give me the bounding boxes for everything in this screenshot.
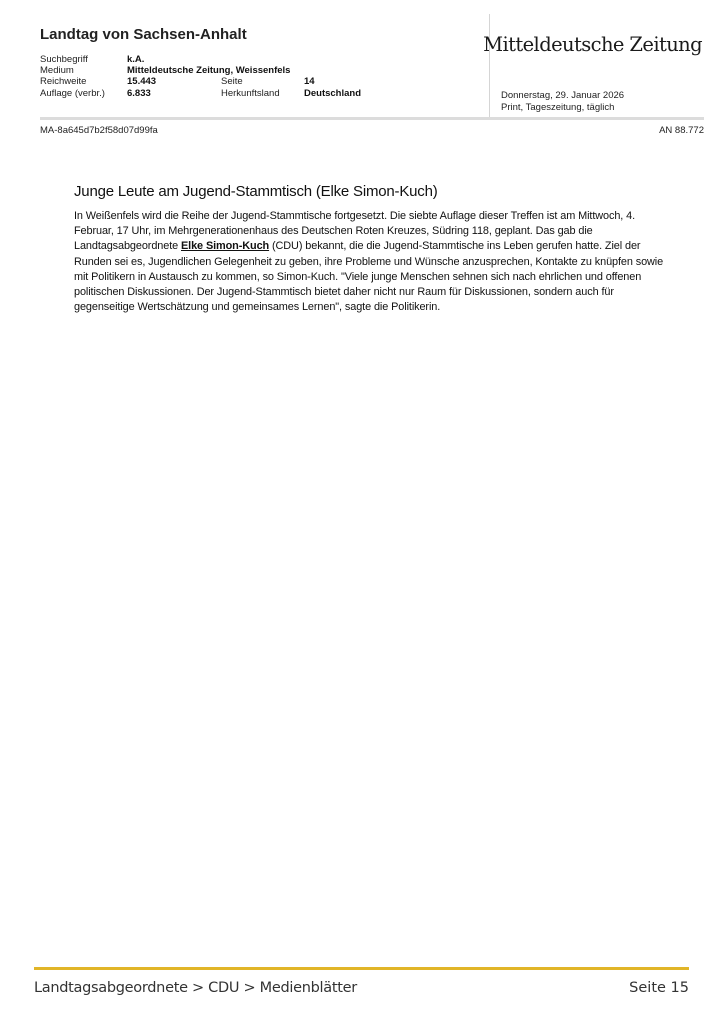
auflage-label: Auflage (verbr.) <box>40 87 105 99</box>
client-title: Landtag von Sachsen-Anhalt <box>40 26 247 43</box>
reichweite-value: 15.443 <box>127 76 157 88</box>
article-text-after: (CDU) bekannt, die die Jugend-Stammtische ins Leben gerufen hatte. Ziel der Runden sei es, Jugendlichen Gelegenheit zu geben, ihre Probleme und Wünsche anzusprechen, Kontakte zu knüpfen sowie mit Politikern in Austausch zu kommen, so Simon-Kuch. "Viele junge Menschen sehnen sich nach ehrlichen und offenen politischen Diskussionen. Der Jugend-Stammtisch bietet daher nicht nur Raum für Diskussionen, sondern auch für gegenseitige Wertschätzung und gemeinsames Lernen", sagte die Politikerin. <box>74 240 664 314</box>
seite-value: 14 <box>304 76 315 88</box>
document-header <box>40 26 704 122</box>
publication-logo: Mitteldeutsche Zeitung <box>483 33 702 56</box>
footer-page-number: Seite 15 <box>629 980 689 996</box>
article-title: Junge Leute am Jugend-Stammtisch (Elke Simon-Kuch) <box>74 183 438 200</box>
medium-label: Medium <box>40 65 74 77</box>
publication-format: Print, Tageszeitung, täglich <box>501 102 615 113</box>
document-id: MA-8a645d7b2f58d07d99fa <box>40 125 158 136</box>
reichweite-label: Reichweite <box>40 76 87 88</box>
herkunftsland-label: Herkunftsland <box>221 87 280 99</box>
document-id-row <box>40 125 704 136</box>
auflage-value: 6.833 <box>127 87 151 99</box>
medium-value: Mitteldeutsche Zeitung, Weissenfels <box>127 65 291 77</box>
suchbegriff-value: k.A. <box>127 54 145 65</box>
header-divider <box>489 14 490 118</box>
article-body <box>74 209 674 315</box>
publication-date: Donnerstag, 29. Januar 2026 <box>501 90 625 101</box>
publication-date-block <box>501 90 624 114</box>
article-text-before: In Weißenfels wird die Reihe der Jugend-Stammtische fortgesetzt. Die siebte Auflage dieser Treffen ist am Mittwoch, 4. Februar, 17 Uhr, im Mehrgenerationenhaus des Deutschen Roten Kreuzes, Südring 118, geplant. Das gab die Landtagsabgeordnete <box>74 210 636 253</box>
suchbegriff-label: Suchbegriff <box>40 54 88 65</box>
herkunftsland-value: Deutschland <box>304 87 362 99</box>
footer-rule <box>34 967 689 970</box>
footer-breadcrumb: Landtagsabgeordnete > CDU > Medienblätter <box>34 980 357 996</box>
header-rule <box>40 117 704 120</box>
article <box>74 183 674 315</box>
politician-link[interactable]: Elke Simon-Kuch <box>181 240 270 253</box>
seite-label: Seite <box>221 76 243 88</box>
an-number: AN 88.772 <box>659 125 704 136</box>
